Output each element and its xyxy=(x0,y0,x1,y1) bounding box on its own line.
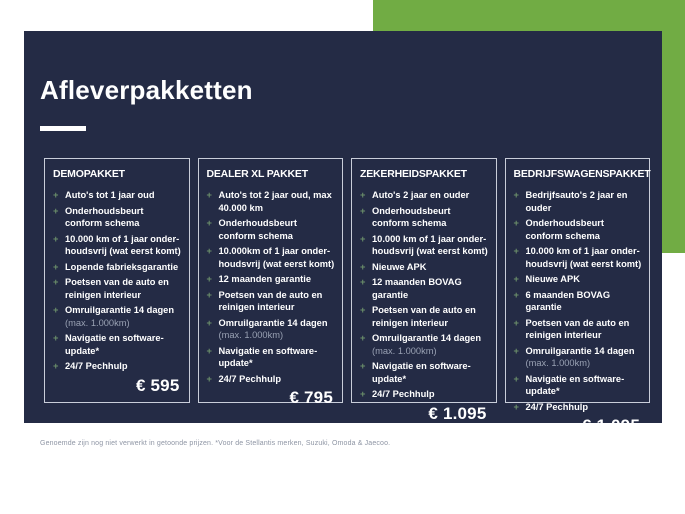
feature-item xyxy=(53,276,182,301)
feature-text: Nieuwe APK xyxy=(525,274,580,284)
feature-text: Auto's 2 jaar en ouder xyxy=(372,190,470,200)
feature-item xyxy=(53,261,182,274)
plus-icon: + xyxy=(206,190,212,200)
feature-text-wrap xyxy=(219,245,336,270)
feature-text: Omruilgarantie 14 dagen xyxy=(372,333,482,343)
feature-item xyxy=(207,245,336,270)
package-price: € 595 xyxy=(135,375,180,395)
feature-item xyxy=(514,401,643,414)
feature-text: Bedrijfsauto's 2 jaar en ouder xyxy=(525,190,628,213)
feature-item xyxy=(360,205,489,230)
feature-item xyxy=(207,289,336,314)
feature-text-wrap xyxy=(372,388,435,401)
feature-text: Omruilgarantie 14 dagen xyxy=(525,345,635,356)
feature-item xyxy=(514,245,643,270)
plus-icon: + xyxy=(53,361,59,371)
feature-text-wrap xyxy=(526,273,580,286)
plus-icon: + xyxy=(513,317,519,328)
plus-icon: + xyxy=(206,289,212,300)
feature-text: 24/7 Pechhulp xyxy=(218,373,282,384)
plus-icon: + xyxy=(360,277,366,287)
feature-text-wrap xyxy=(526,217,643,242)
plus-icon: + xyxy=(206,317,212,328)
feature-note: (max. 1.000km) xyxy=(525,358,591,368)
plus-icon: + xyxy=(360,361,366,371)
plus-icon: + xyxy=(360,305,366,315)
plus-icon: + xyxy=(513,246,519,256)
feature-item xyxy=(514,289,643,314)
feature-text: Onderhoudsbeurt conform schema xyxy=(525,218,605,241)
plus-icon: + xyxy=(513,373,519,384)
slide-panel xyxy=(24,31,662,435)
plus-icon: + xyxy=(513,274,519,284)
package-price: € 795 xyxy=(289,388,333,407)
feature-text-wrap xyxy=(219,317,328,342)
package-title: ZEKERHEIDSPAKKET xyxy=(360,168,467,180)
plus-icon: + xyxy=(360,190,366,200)
feature-text: 12 maanden BOVAG garantie xyxy=(372,277,462,300)
feature-text: 10.000km of 1 jaar onder-houdsvrij (wat eerst komt) xyxy=(218,246,335,269)
feature-text: 10.000 km of 1 jaar onder-houdsvrij (wat eerst komt) xyxy=(65,233,181,256)
plus-icon: + xyxy=(53,261,59,272)
feature-item xyxy=(207,217,336,242)
feature-list xyxy=(207,189,336,388)
package-card xyxy=(44,158,190,403)
feature-text: 24/7 Pechhulp xyxy=(525,401,589,412)
plus-icon: + xyxy=(53,333,59,343)
plus-icon: + xyxy=(360,389,366,399)
feature-item xyxy=(207,373,336,386)
feature-item xyxy=(53,304,182,329)
feature-item xyxy=(514,189,643,214)
feature-text: 6 maanden BOVAG garantie xyxy=(525,289,611,312)
feature-item xyxy=(360,332,489,357)
feature-item xyxy=(360,388,489,401)
feature-text-wrap xyxy=(372,233,489,258)
feature-text: 24/7 Pechhulp xyxy=(372,389,435,399)
feature-item xyxy=(360,304,489,329)
feature-text-wrap xyxy=(219,289,336,314)
feature-text-wrap xyxy=(65,304,174,329)
feature-item xyxy=(514,317,643,342)
feature-text: Navigatie en software-update* xyxy=(525,373,625,396)
feature-item xyxy=(207,345,336,370)
feature-text: 10.000 km of 1 jaar onder-houdsvrij (wat eerst komt) xyxy=(525,246,642,269)
feature-note: (max. 1.000km) xyxy=(218,330,284,340)
feature-text: Auto's tot 2 jaar oud, max 40.000 km xyxy=(218,190,332,213)
feature-note: (max. 1.000km) xyxy=(65,317,130,328)
feature-list xyxy=(360,189,489,404)
feature-text-wrap xyxy=(526,245,643,270)
plus-icon: + xyxy=(513,401,519,412)
feature-text-wrap xyxy=(65,233,182,258)
feature-list xyxy=(514,189,643,416)
feature-text: Onderhoudsbeurt conform schema xyxy=(65,205,144,228)
feature-item xyxy=(207,273,336,286)
feature-text: Onderhoudsbeurt conform schema xyxy=(372,205,451,228)
feature-item xyxy=(207,189,336,214)
package-card xyxy=(198,158,344,407)
plus-icon: + xyxy=(360,261,366,272)
feature-text: Navigatie en software-update* xyxy=(218,345,318,368)
feature-item xyxy=(53,332,182,357)
plus-icon: + xyxy=(53,205,59,216)
feature-text-wrap xyxy=(219,345,336,370)
feature-text-wrap xyxy=(526,317,643,342)
feature-item xyxy=(360,233,489,258)
title-underline xyxy=(40,126,86,131)
feature-text-wrap xyxy=(372,189,469,202)
package-card xyxy=(505,158,651,435)
plus-icon: + xyxy=(206,345,212,356)
feature-text: Poetsen van de auto en reinigen interieur xyxy=(218,289,323,312)
feature-text-wrap xyxy=(372,360,489,385)
feature-text-wrap xyxy=(526,289,643,314)
feature-text: Poetsen van de auto en reinigen interieur xyxy=(525,317,630,340)
plus-icon: + xyxy=(360,233,366,244)
feature-text: 10.000 km of 1 jaar onder-houdsvrij (wat eerst komt) xyxy=(372,233,488,256)
footnote: Genoemde zijn nog niet verwerkt in getoonde prijzen. *Voor de Stellantis merken, Suzuki, Omoda & Jaecoo. xyxy=(40,440,391,447)
package-title: DEALER XL PAKKET xyxy=(206,168,308,180)
feature-text-wrap xyxy=(219,189,336,214)
plus-icon: + xyxy=(206,274,212,284)
package-price: € 1.095 xyxy=(581,416,640,435)
feature-item xyxy=(514,373,643,398)
plus-icon: + xyxy=(53,305,59,315)
feature-text-wrap xyxy=(219,373,282,386)
feature-item xyxy=(360,360,489,385)
feature-text: Lopende fabrieksgarantie xyxy=(65,261,179,272)
feature-text-wrap xyxy=(65,360,128,373)
feature-text: Navigatie en software-update* xyxy=(65,333,164,356)
feature-text: 12 maanden garantie xyxy=(218,274,311,284)
feature-text-wrap xyxy=(372,304,489,329)
feature-text-wrap xyxy=(372,261,426,274)
plus-icon: + xyxy=(360,205,366,216)
package-cards xyxy=(44,158,651,435)
package-title: DEMOPAKKET xyxy=(53,168,125,180)
feature-item xyxy=(53,205,182,230)
feature-text-wrap xyxy=(65,332,182,357)
feature-text: Poetsen van de auto en reinigen interieur xyxy=(372,305,476,328)
feature-item xyxy=(53,233,182,258)
feature-text-wrap xyxy=(526,373,643,398)
package-price: € 1.095 xyxy=(428,403,487,423)
feature-text-wrap xyxy=(526,189,643,214)
plus-icon: + xyxy=(513,345,519,356)
plus-icon: + xyxy=(360,333,366,343)
feature-item xyxy=(207,317,336,342)
feature-text: Nieuwe APK xyxy=(372,261,427,272)
feature-text: Auto's tot 1 jaar oud xyxy=(65,190,155,200)
plus-icon: + xyxy=(513,190,519,200)
feature-text-wrap xyxy=(65,261,178,274)
feature-text: Omruilgarantie 14 dagen xyxy=(218,317,328,328)
feature-text-wrap xyxy=(526,345,635,370)
feature-item xyxy=(514,345,643,370)
page-title: Afleverpakketten xyxy=(40,75,253,105)
feature-text-wrap xyxy=(372,332,481,357)
feature-item xyxy=(53,360,182,373)
feature-text: Navigatie en software-update* xyxy=(372,361,471,384)
feature-item xyxy=(360,189,489,202)
feature-text-wrap xyxy=(372,276,489,301)
feature-text: 24/7 Pechhulp xyxy=(65,361,128,371)
plus-icon: + xyxy=(513,289,519,300)
feature-item xyxy=(360,276,489,301)
feature-note: (max. 1.000km) xyxy=(372,345,437,356)
feature-item xyxy=(360,261,489,274)
plus-icon: + xyxy=(53,190,59,200)
plus-icon: + xyxy=(206,246,212,256)
feature-text-wrap xyxy=(65,205,182,230)
feature-text: Poetsen van de auto en reinigen interieur xyxy=(65,277,169,300)
feature-list xyxy=(53,189,182,376)
plus-icon: + xyxy=(513,218,519,228)
feature-item xyxy=(514,273,643,286)
plus-icon: + xyxy=(206,373,212,384)
feature-text: Omruilgarantie 14 dagen xyxy=(65,305,175,315)
package-title: BEDRIJFSWAGENSPAKKET xyxy=(513,168,651,180)
plus-icon: + xyxy=(206,218,212,228)
feature-text-wrap xyxy=(219,273,312,286)
plus-icon: + xyxy=(53,233,59,244)
feature-text-wrap xyxy=(526,401,589,414)
feature-item xyxy=(53,189,182,202)
feature-text-wrap xyxy=(372,205,489,230)
feature-text: Onderhoudsbeurt conform schema xyxy=(218,218,298,241)
package-card xyxy=(351,158,497,423)
feature-text-wrap xyxy=(65,189,155,202)
feature-text-wrap xyxy=(219,217,336,242)
plus-icon: + xyxy=(53,277,59,287)
feature-item xyxy=(514,217,643,242)
feature-text-wrap xyxy=(65,276,182,301)
